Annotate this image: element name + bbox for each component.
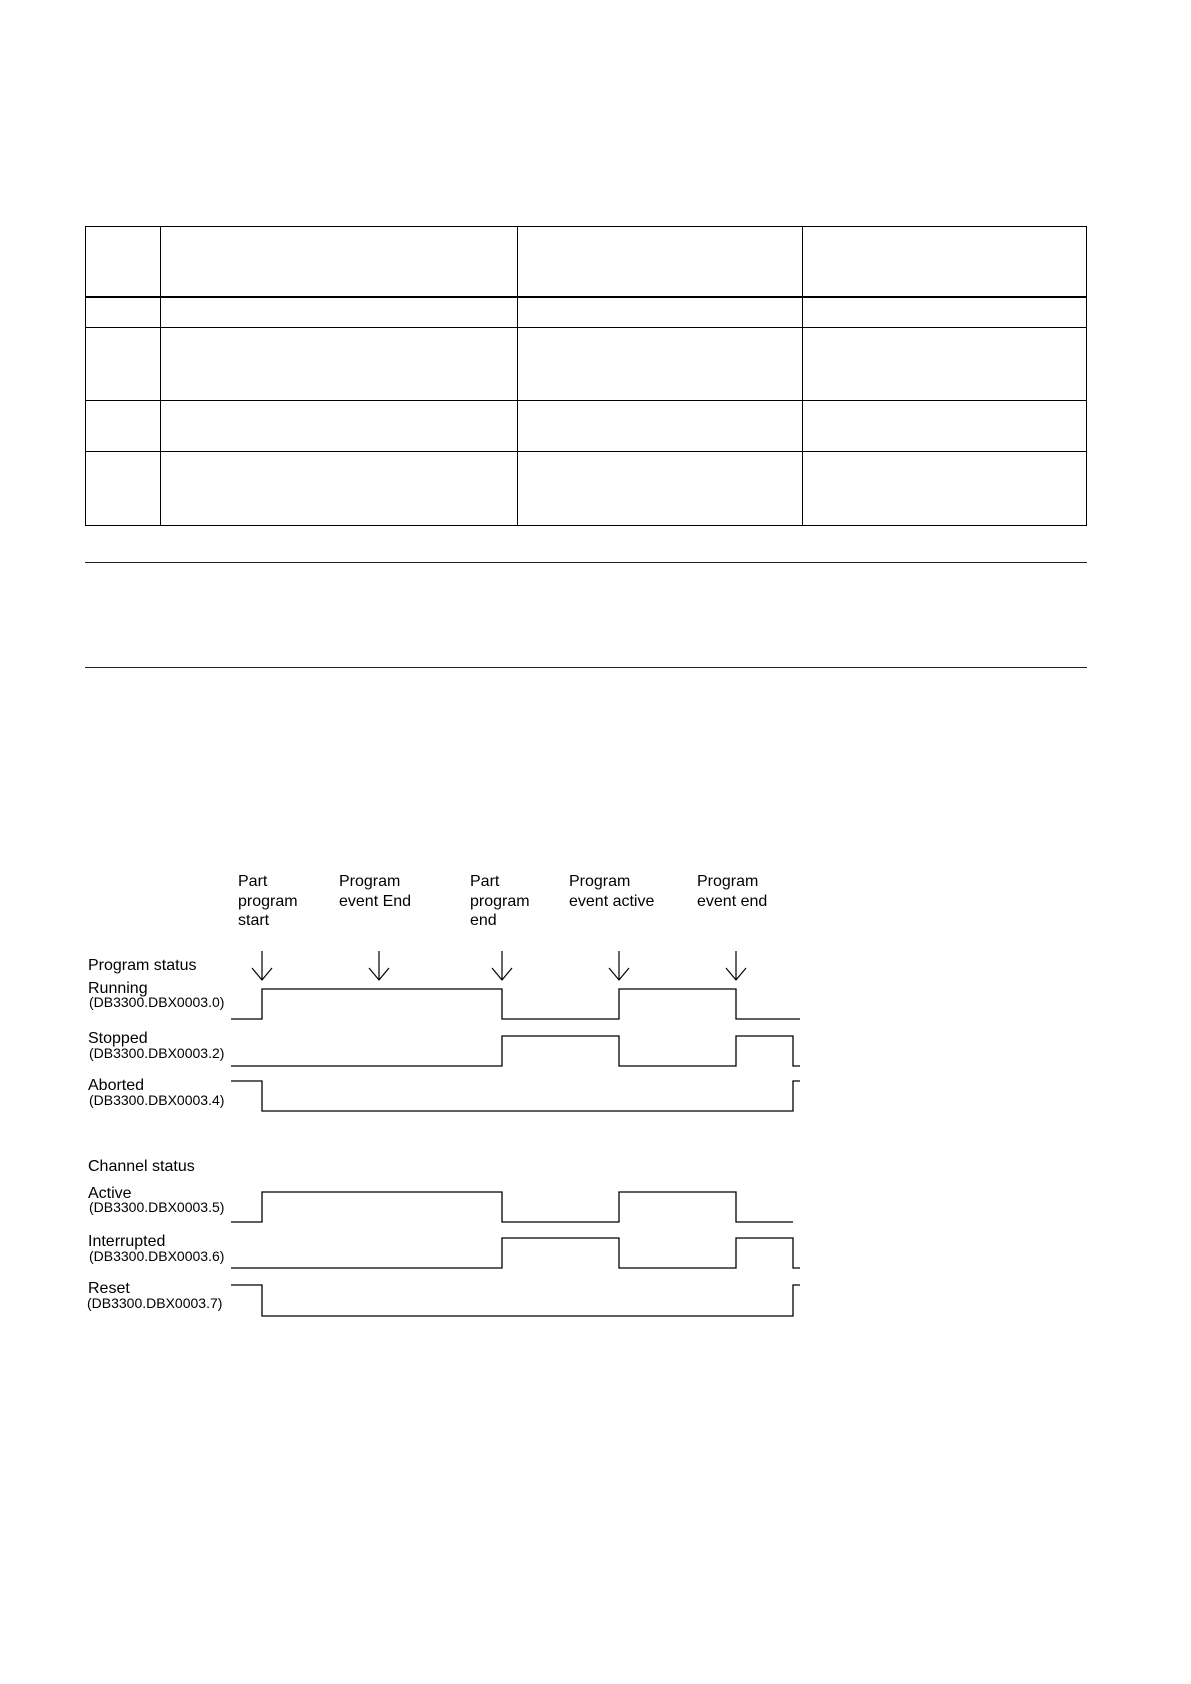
signal-address: (DB3300.DBX0003.2): [89, 1045, 225, 1061]
signal-address: (DB3300.DBX0003.0): [89, 994, 225, 1010]
arrow-down-icon: [252, 951, 272, 980]
signal-name: Running: [88, 980, 148, 997]
arrow-down-icon: [492, 951, 512, 980]
signal-address: (DB3300.DBX0003.7): [87, 1295, 223, 1311]
waveform-running: [231, 989, 800, 1019]
waveform-reset: [231, 1285, 800, 1316]
event-label: Program event active: [569, 873, 655, 910]
signal-address: (DB3300.DBX0003.4): [89, 1092, 225, 1108]
event-label: Part program start: [238, 873, 298, 929]
signal-name: Active: [88, 1185, 132, 1202]
event-label: Program event End: [339, 873, 412, 910]
waveform-aborted: [231, 1081, 800, 1111]
arrow-down-icon: [609, 951, 629, 980]
waveform-stopped: [231, 1036, 800, 1066]
arrow-down-icon: [726, 951, 746, 980]
group-channel-status: Channel status: [88, 1158, 195, 1175]
event-label: Program event end: [697, 873, 768, 910]
signal-name: Aborted: [88, 1077, 145, 1094]
signal-address: (DB3300.DBX0003.6): [89, 1248, 225, 1264]
arrow-down-icon: [369, 951, 389, 980]
group-program-status: Program status: [88, 957, 197, 974]
waveform-active: [231, 1192, 793, 1222]
event-label: Part program end: [470, 873, 530, 929]
signal-name: Stopped: [88, 1030, 148, 1047]
waveform-interrupted: [231, 1238, 800, 1268]
signal-name: Reset: [88, 1280, 130, 1297]
signal-name: Interrupted: [88, 1233, 166, 1250]
signal-address: (DB3300.DBX0003.5): [89, 1199, 225, 1215]
